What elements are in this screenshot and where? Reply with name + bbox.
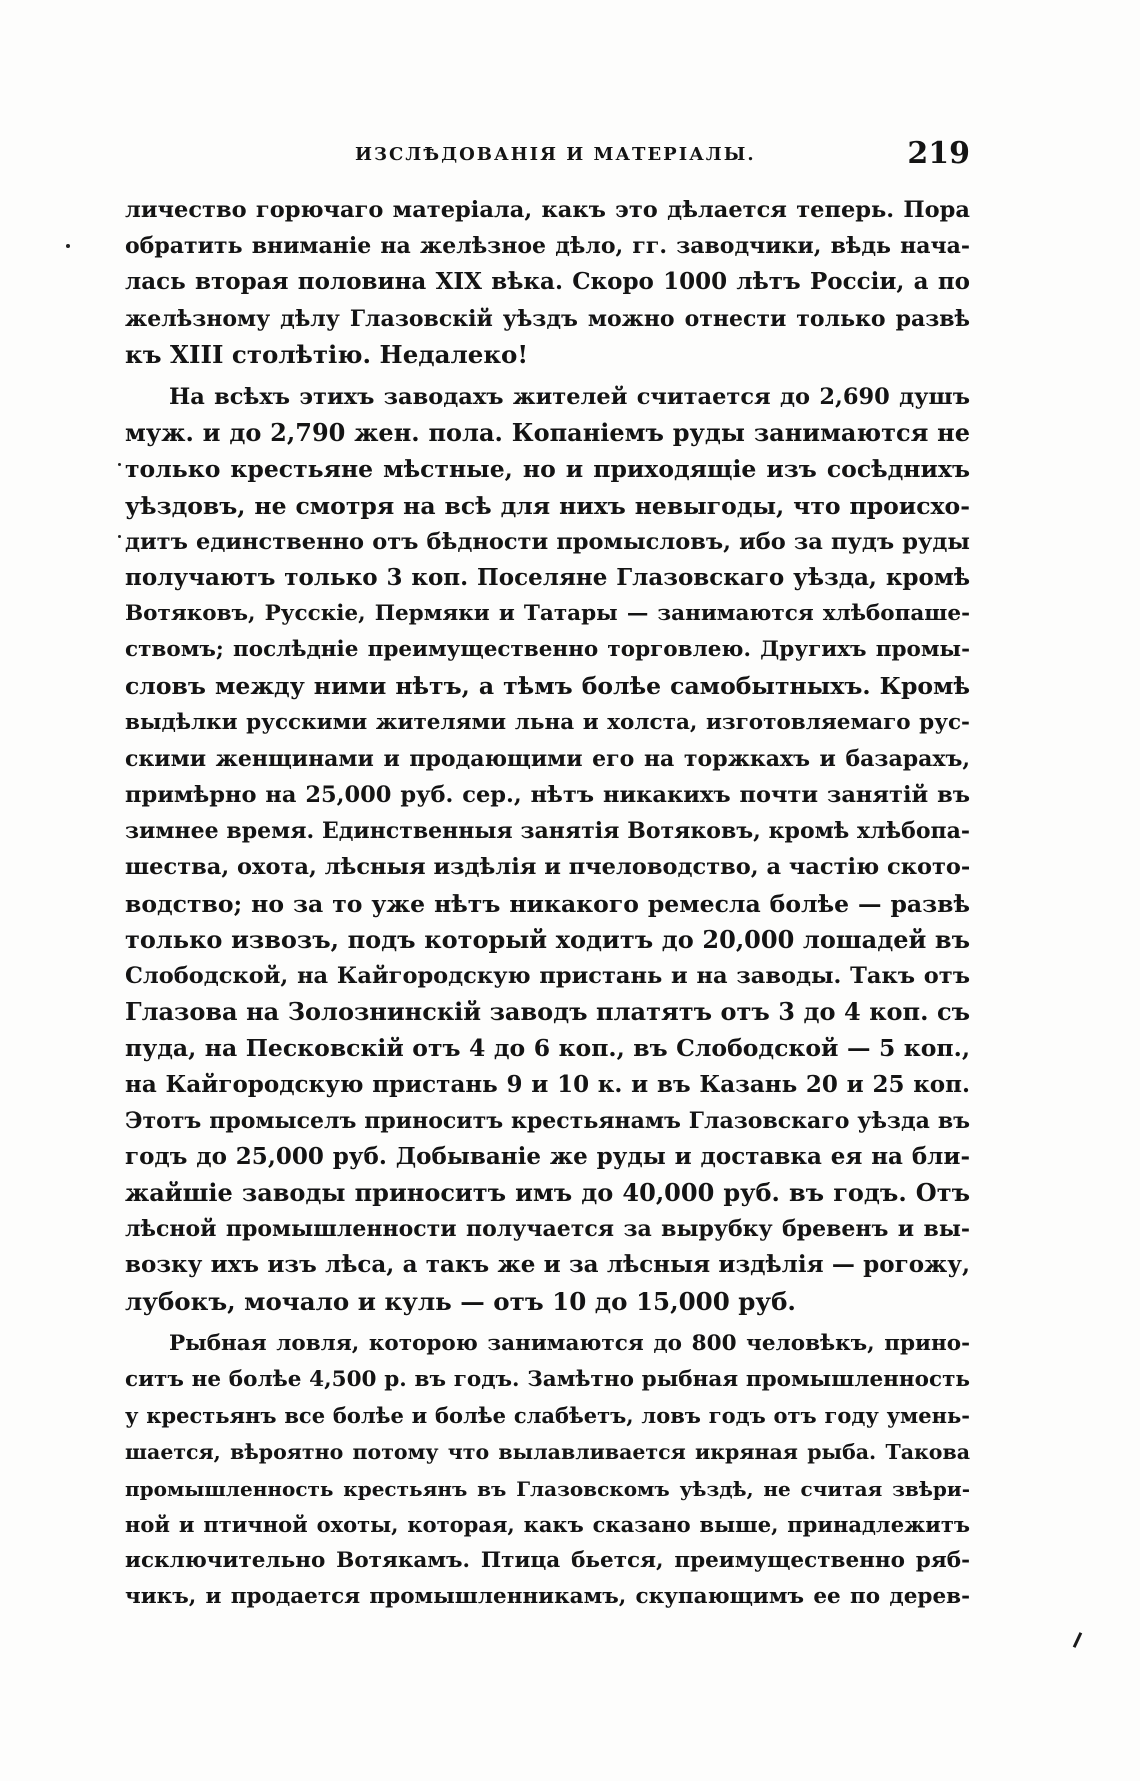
text-line: желѣзному дѣлу Глазовскій уѣздъ можно отнести только развѣ — [125, 305, 970, 332]
text-line: Этотъ промыселъ приноситъ крестьянамъ Глазовскаго уѣзда въ — [125, 1107, 970, 1134]
text-line: у крестьянъ все болѣе и болѣе слабѣетъ, ловъ годъ отъ году умень- — [125, 1403, 970, 1429]
text-line: скими женщинами и продающими его на торжкахъ и базарахъ, — [125, 745, 970, 772]
text-line: зимнее время. Единственныя занятія Вотяковъ, кромѣ хлѣбопа- — [125, 818, 970, 845]
body-text — [125, 192, 970, 1615]
text-line: шества, охота, лѣсныя издѣлія и пчеловодство, а частію ското- — [125, 854, 970, 881]
text-line: годъ до 25,000 руб. Добываніе же руды и доставка ея на бли- — [125, 1142, 970, 1170]
text-line: Рыбная ловля, которою занимаются до 800 человѣкъ, прино- — [169, 1330, 970, 1356]
text-line: водство; но за то уже нѣтъ никакого ремесла болѣе — развѣ — [125, 889, 970, 918]
text-line: выдѣлки русскими жителями льна и холста, изготовляемаго рус- — [125, 709, 970, 735]
text-line: только извозъ, подъ который ходитъ до 20,000 лошадей въ — [125, 924, 970, 954]
text-line: шается, вѣроятно потому что вылавливается икряная рыба. Такова — [125, 1440, 970, 1465]
running-head: ИЗСЛѢДОВАНІЯ И МАТЕРІАЛЫ. — [355, 144, 756, 165]
text-line: Глазова на Золознинскій заводъ платятъ отъ 3 до 4 коп. съ — [125, 997, 970, 1027]
text-line: дитъ единственно отъ бѣдности промысловъ, ибо за пудъ руды — [125, 528, 970, 555]
text-line: лубокъ, мочало и куль — отъ 10 до 15,000 руб. — [125, 1286, 796, 1316]
text-line: пуда, на Песковскій отъ 4 до 6 коп., въ Слободской — 5 коп., — [125, 1034, 970, 1063]
text-line: на Кайгородскую пристань 9 и 10 к. и въ Казань 20 и 25 коп. — [125, 1070, 970, 1098]
text-line: къ XIII столѣтію. Недалеко! — [125, 339, 529, 369]
text-line: возку ихъ изъ лѣса, а такъ же и за лѣсныя издѣлія — рогожу, — [125, 1251, 970, 1279]
text-line: лась вторая половина XIX вѣка. Скоро 1000 лѣтъ Россіи, а по — [125, 268, 970, 296]
text-line: обратить вниманіе на желѣзное дѣло, гг. заводчики, вѣдь нача- — [125, 233, 970, 260]
text-line: ситъ не болѣе 4,500 р. въ годъ. Замѣтно рыбная промышленность — [125, 1367, 970, 1392]
scan-speck — [66, 244, 70, 248]
text-line: Вотяковъ, Русскіе, Пермяки и Татары — занимаются хлѣбопаше- — [125, 601, 970, 627]
page-number: 219 — [907, 136, 970, 171]
scan-speck — [118, 535, 121, 538]
text-line: исключительно Вотякамъ. Птица бьется, преимущественно ряб- — [125, 1547, 970, 1573]
text-line: муж. и до 2,790 жен. пола. Копаніемъ руды занимаются не — [125, 418, 970, 448]
text-line: На всѣхъ этихъ заводахъ жителей считается до 2,690 душъ — [169, 383, 970, 410]
scan-mark — [1073, 1632, 1082, 1648]
text-line: лѣсной промышленности получается за вырубку бревенъ и вы- — [125, 1216, 970, 1243]
text-line: ной и птичной охоты, которая, какъ сказано выше, принадлежитъ — [125, 1511, 970, 1537]
text-line: уѣздовъ, не смотря на всѣ для нихъ невыгоды, что происхо- — [125, 491, 970, 520]
page-header — [125, 136, 970, 176]
text-line: промышленность крестьянъ въ Глазовскомъ уѣздѣ, не считая звѣри- — [125, 1476, 970, 1501]
scan-speck — [118, 463, 121, 466]
text-line: Слободской, на Кайгородскую пристань и на заводы. Такъ отъ — [125, 962, 970, 989]
text-line: примѣрно на 25,000 руб. сер., нѣтъ никакихъ почти занятій въ — [125, 782, 970, 808]
text-line: словъ между ними нѣтъ, а тѣмъ болѣе самобытныхъ. Кромѣ — [125, 672, 970, 701]
text-line: личество горючаго матеріала, какъ это дѣлается теперь. Пора — [125, 197, 970, 223]
text-line: получаютъ только 3 коп. Поселяне Глазовскаго уѣзда, кромѣ — [125, 563, 970, 591]
text-line: жайшіе заводы приноситъ имъ до 40,000 руб. въ годъ. Отъ — [125, 1178, 970, 1208]
text-line: только крестьяне мѣстные, но и приходящіе изъ сосѣднихъ — [125, 455, 970, 484]
text-line: чикъ, и продается промышленникамъ, скупающимъ ее по дерев- — [125, 1584, 970, 1610]
text-line: ствомъ; послѣдніе преимущественно торговлею. Другихъ промы- — [125, 637, 970, 663]
